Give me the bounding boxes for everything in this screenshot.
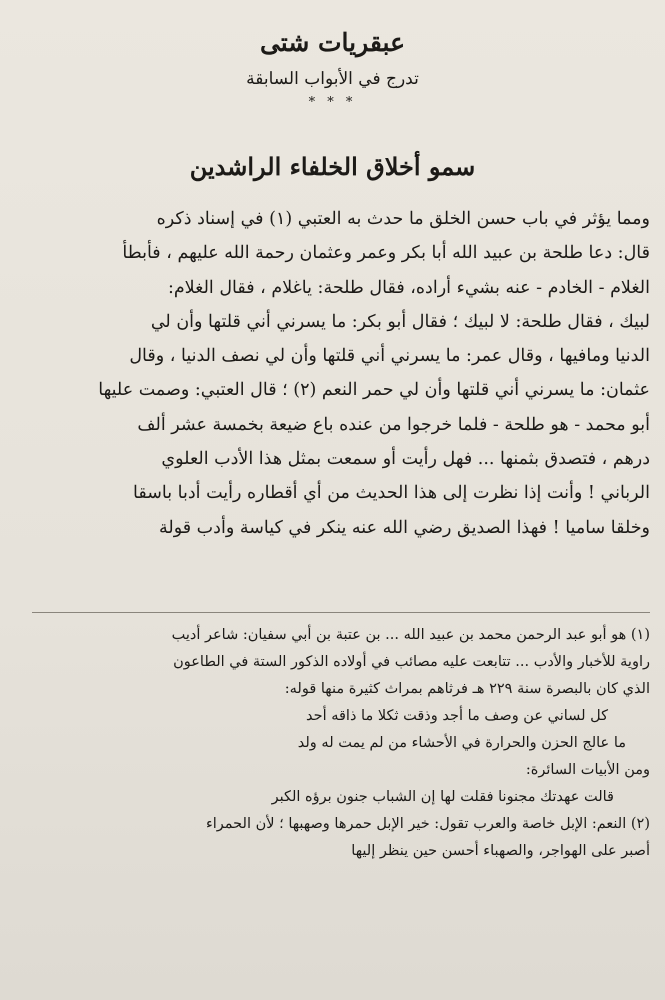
- body-line: الرباني ! وأنت إذا نظرت إلى هذا الحديث من أي أقطاره رأيت أدبا باسقا: [133, 483, 650, 504]
- body-line: لبيك ، فقال طلحة: لا لبيك ؛ فقال أبو بكر: ما يسرني أني قلتها وأن لي: [150, 311, 650, 332]
- footnote-divider: [32, 612, 650, 613]
- book-title: عبقريات شتى: [259, 28, 406, 57]
- body-line: عثمان: ما يسرني أني قلتها وأن لي حمر النعم (٢) ؛ قال العتبي: وصمت عليها: [98, 380, 650, 401]
- footnote-line: (١) هو أبو عبد الرحمن محمد بن عبيد الله ... بن عتبة بن أبي سفيان: شاعر أديب: [171, 627, 650, 643]
- footnote-line: الذي كان بالبصرة سنة ٢٢٩ هـ فرثاهم بمراث كثيرة منها قوله:: [284, 681, 650, 697]
- footnotes: [28, 622, 650, 865]
- body-line: قال: دعا طلحة بن عبيد الله أبا بكر وعمر وعثمان رحمة الله عليهم ، فأبطأ: [122, 243, 650, 264]
- book-subtitle: تدرج في الأبواب السابقة: [246, 69, 419, 89]
- body-line: درهم ، فتصدق بثمنها ... فهل رأيت أو سمعت بمثل هذا الأدب العلوي: [161, 449, 650, 470]
- footnote-verse: ما عالج الحزن والحرارة في الأحشاء من لم يمت له ولد: [297, 735, 626, 751]
- body-line: ومما يؤثر في باب حسن الخلق ما حدث به العتبي (١) في إسناد ذكره: [156, 209, 650, 229]
- body-line: الدنيا ومافيها ، وقال عمر: ما يسرني أني قلتها وأن لي نصف الدنيا ، وقال: [129, 346, 650, 367]
- footnote-line: راوية للأخبار والأدب ... تتابعت عليه مصائب في أولاده الذكور الستة في الطاعون: [173, 654, 650, 670]
- body-line: الغلام - الخادم - عنه بشيء أراده، فقال طلحة: ياغلام ، فقال الغلام:: [167, 277, 650, 298]
- body-text: [32, 202, 650, 545]
- footnote-line: (٢) النعم: الإبل خاصة والعرب تقول: خير الإبل حمرها وصهبها ؛ لأن الحمراء: [205, 816, 650, 832]
- footnote-verse: قالت عهدتك مجنونا فقلت لها إن الشباب جنون برؤه الكبر: [271, 789, 614, 805]
- footnote-line: ومن الأبيات السائرة:: [525, 762, 650, 778]
- footnote-verse: كل لساني عن وصف ما أجد وذقت ثكلا ما ذاقه أحد: [306, 708, 608, 724]
- running-header: [0, 28, 665, 110]
- body-line: وخلقا ساميا ! فهذا الصديق رضي الله عنه ينكر في كياسة وأدب قولة: [159, 517, 650, 538]
- section-title: سمو أخلاق الخلفاء الراشدين: [189, 152, 476, 181]
- body-line: أبو محمد - هو طلحة - فلما خرجوا من عنده باع ضيعة بخمسة عشر ألف: [137, 414, 650, 435]
- ornament-stars: * * *: [308, 95, 357, 110]
- footnote-line: أصبر على الهواجر، والصهباء أحسن حين ينظر إليها: [351, 843, 650, 859]
